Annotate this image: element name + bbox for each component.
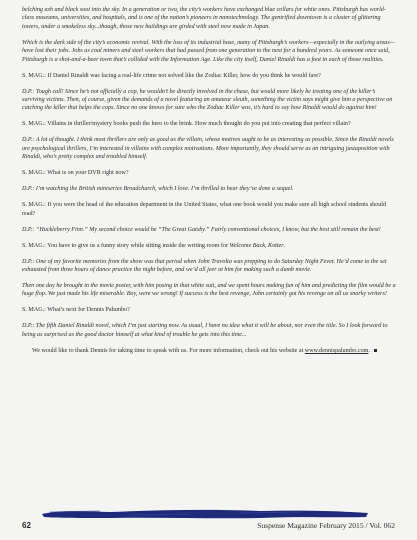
interview-answer: D.P.: I’m watching the British miniseries Broadchurch, which I love. I’m thrilled to hear they’ve done a sequel. bbox=[22, 186, 294, 193]
question-end: . bbox=[283, 242, 286, 249]
interview-question: S. MAG.: If Daniel Rinaldi was facing a real-life crime not solved like the Zodiac Killer, how do you think he would fare? bbox=[22, 72, 321, 79]
interview-answer: D.P.: A lot of thought. I think most thrillers are only as good as the villain, whose motives ought to be as interesting as possible. Since the Rinaldi novels are psychological thrillers, I’m interested in villains with complex motivations. More importantly, they should serve as an intriguing juxtaposition with Rinaldi, who’s pretty complex and troubled himself. bbox=[22, 137, 394, 161]
interview-question: S. MAG.: If you were the head of the education department in the United States, what one book would you make sure all high school students should read? bbox=[22, 202, 387, 217]
article-body bbox=[22, 6, 397, 363]
question-text: S. MAG.: You have to give us a funny story while sitting inside the writing room for bbox=[22, 242, 230, 249]
article-paragraph: Which is the dark side of the city’s economic revival. With the loss of its industrial base, many of Pittsburgh’s workers—especially in the outlying areas—have lost their jobs. Jobs as coal miners and steel workers that had passed from one generation to the next for a hundred years. As someone once said, Pittsburgh is a shot-and-a-beer town that’s collided with the Information Age. Like the city itself, Daniel Rinaldi has a foot in each of those realities. bbox=[22, 39, 396, 63]
interview-question: S. MAG.: Villains in thriller/mystery books push the hero to the brink. How much thought do you put into creating that perfect villain? bbox=[22, 121, 351, 128]
interview-answer: D.P.: One of my favorite memories from the show was that period when John Travolta was prepping to do Saturday Night Fever. He’d come to the set exhausted from three hours of dance practice the night before, and we’d all jeer at him for making such a dumb movie. bbox=[22, 258, 387, 274]
interview-question: S. MAG.: What is on your DVR right now? bbox=[22, 170, 129, 177]
page-number: 62 bbox=[22, 521, 31, 530]
closing-paragraph bbox=[22, 347, 397, 355]
magazine-info: Suspense Magazine February 2015 / Vol. 062 bbox=[257, 521, 395, 530]
brush-stroke-divider bbox=[40, 506, 370, 520]
closing-end: . bbox=[368, 347, 370, 354]
interview-question bbox=[22, 242, 397, 250]
page-footer bbox=[22, 521, 395, 535]
interview-answer: D.P.: “Huckleberry Finn.” My second choice would be “The Great Gatsby.” Fairly conventional choices, I know, but the best still remain the best! bbox=[22, 226, 381, 233]
interview-answer: D.P.: Tough call! Since he’s not officially a cop, he wouldn’t be directly involved in the chase, but would more likely be treating one of the killer’s surviving victims. Then, of course, given the demands of a novel featuring an amateur sleuth, something the victim says might give him a perspective on catching the killer that helps the cops. Since no one knows for sure who the Zodiac Killer was, it’s hard to say how Rinaldi would do against him! bbox=[22, 88, 393, 112]
interview-answer-continued: Then one day he brought in the movie poster, with him posing in that white suit, and we spent hours making fun of him and predicting the film would be a huge flop. We just made his life miserable. Boy, were we wrong! If success is the best revenge, John certainly got his revenge on all us snarky writers! bbox=[22, 283, 396, 298]
closing-text: We would like to thank Dennis for taking time to speak with us. For more information, check out his website at bbox=[32, 347, 305, 354]
article-paragraph: belching ash and black soot into the sky. In a generation or two, the city’s workers have exchanged blue collars for white ones. Pittsburgh has world-class museums, universities, and hospitals, and is one of the nation’s pioneers in nanotechnology. The gentrified downtown is a cluster of glittering towers, under a smokeless sky...though, those new buildings are girded with steel now made in Japan. bbox=[22, 7, 386, 30]
interview-answer: D.P.: The fifth Daniel Rinaldi novel, which I’m just starting now. As usual, I have no idea what it will be about, nor even the title. So I look forward to being as surprised as the good doctor himself at what kind of trouble he gets into this time... bbox=[22, 323, 388, 338]
website-link[interactable]: www.dennispalumbo.com bbox=[304, 347, 369, 354]
end-bullet-icon bbox=[374, 349, 377, 352]
interview-question: S. MAG.: What’s next for Dennis Palumbo? bbox=[22, 307, 130, 314]
show-title: Welcome Back, Kotter bbox=[229, 242, 284, 249]
